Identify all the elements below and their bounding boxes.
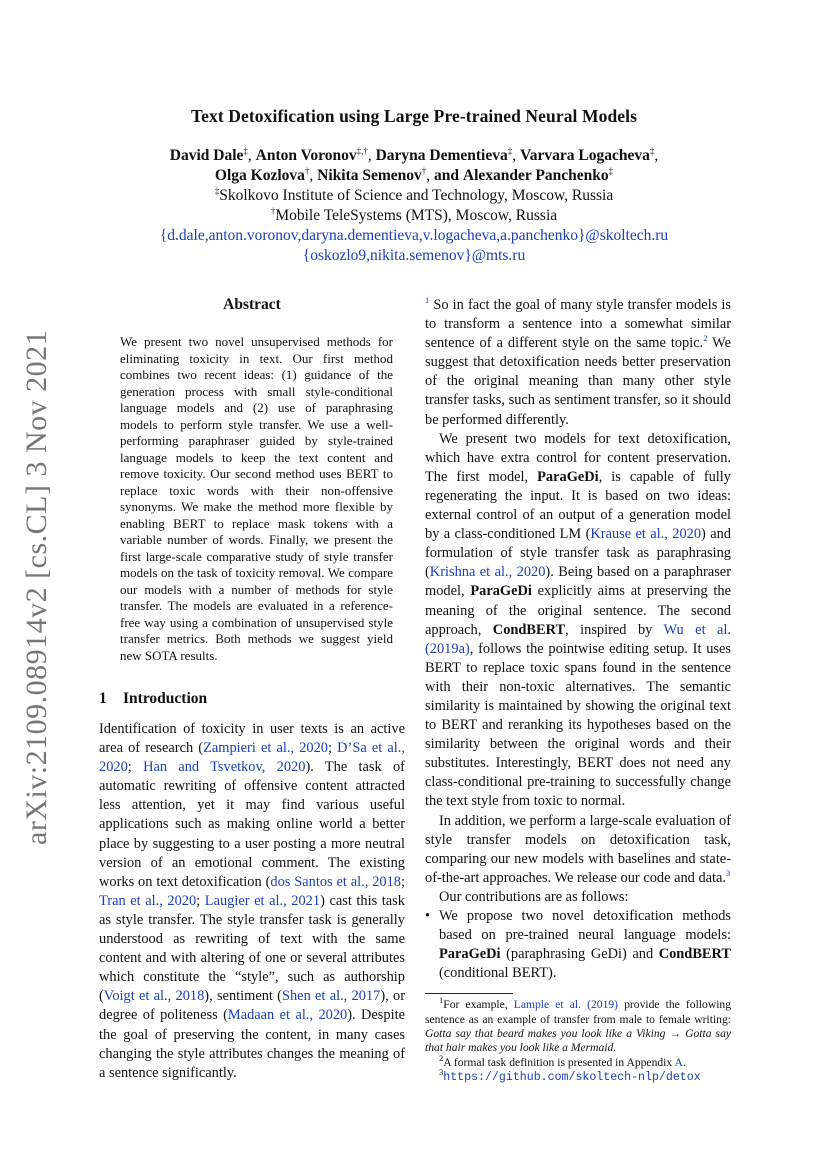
example-sentence: Gotta say that hair makes you look like a Mermaid. xyxy=(425,1026,732,1055)
author-name: Varvara Logacheva xyxy=(519,147,650,164)
intro-paragraph-3 xyxy=(425,812,731,888)
affiliation-2 xyxy=(0,206,828,226)
affil-text: Skolkovo Institute of Science and Technology, Moscow, Russia xyxy=(219,187,614,204)
text-span: ) cast this task as style transfer. The style transfer task is generally understood as rewriting of text with the same content and with altering of one or several attributes which constitute the “style”, such as authorship ( xyxy=(99,892,405,1005)
text-span: ). Being based on a paraphraser model, xyxy=(425,564,731,600)
text-span: ). Despite the goal of preserving the content, in many cases changing the style attributes changes the meaning of a sentence significantly. xyxy=(99,1007,405,1081)
citation-link[interactable]: Lample et al. (2019) xyxy=(513,998,619,1012)
abstract-text: We present two novel unsupervised methods for eliminating toxicity in text. Our first method combines two recent ideas: (1) guidance of the generation process with small style-conditional language models and (2) use of paraphrasing models to perform style transfer. We use a well-performing paraphraser guided by style-trained language models to keep the text content and remove toxicity. Our second method uses BERT to replace toxic words with their non-offensive synonyms. We make the method more flexible by enabling BERT to replace mask tokens with a variable number of words. Finally, we present the first large-scale comparative study of style transfer models on the task of toxicity removal. We compare our models with a number of methods for style transfer. The models are evaluated in a reference-free way using a combination of unsupervised style transfer metrics. Both methods we suggest yield new SOTA results. xyxy=(120,334,393,663)
text-span: ; xyxy=(328,740,338,757)
bullet-dot: • xyxy=(425,908,431,924)
text-span: , follows the pointwise editing setup. It uses BERT to replace toxic spans found in the sentence with their non-toxic alternatives. The semantic similarity is maintained by showing the original text to BERT and reranking its hypotheses based on the similarity between the original words and their substitutes. Interestingly, BERT does not need any class-conditional pre-training to successfully change the text style from toxic to normal. xyxy=(425,640,731,810)
citation-link[interactable]: Krishna et al., 2020 xyxy=(429,564,546,581)
citation-link[interactable]: Voigt et al., 2018 xyxy=(103,988,205,1005)
affil-mark: † xyxy=(270,205,276,216)
abstract-heading: Abstract xyxy=(223,296,281,313)
footnote-ref[interactable]: 1 xyxy=(425,295,430,306)
intro-paragraph-2 xyxy=(425,430,731,812)
contribution-bullet-1 xyxy=(425,907,731,983)
footnote-1 xyxy=(425,995,732,1055)
text-span: For example, xyxy=(443,998,514,1012)
footnote-divider xyxy=(425,993,513,994)
model-name: CondBERT xyxy=(658,946,731,963)
intro-paragraph-1 xyxy=(99,720,405,1083)
text-span: ), sentiment ( xyxy=(204,988,282,1005)
model-name: ParaGeDi xyxy=(439,946,501,963)
section-number: 1 xyxy=(99,690,107,707)
affiliation-1 xyxy=(0,186,828,206)
citation-link[interactable]: dos Santos et al., 2018 xyxy=(270,873,402,890)
code-url-link[interactable]: https://github.com/skoltech-nlp/detox xyxy=(443,1070,701,1084)
citation-link[interactable]: Shen et al., 2017 xyxy=(281,988,381,1005)
footnote-number: 3 xyxy=(439,1067,444,1077)
model-name: CondBERT xyxy=(492,621,566,638)
text-span: ; xyxy=(401,873,406,890)
author-affil-mark: † xyxy=(304,165,310,176)
text-span: Identification of toxicity in user texts is an active area of research ( xyxy=(99,721,405,757)
author-affil-mark: ‡ xyxy=(507,145,513,156)
email-line-1[interactable]: {d.dale,anton.voronov,daryna.dementieva,v.logacheva,a.panchenko}@skoltech.ru xyxy=(159,227,669,244)
citation-link[interactable]: Zampieri et al., 2020 xyxy=(203,740,329,757)
arxiv-stamp: arXiv:2109.08914v2 [cs.CL] 3 Nov 2021 xyxy=(20,329,53,845)
text-span: In addition, we perform a large-scale evaluation of style transfer models on detoxification task, comparing our new models with baselines and state-of-the-art approaches. We release our code and data. xyxy=(425,812,731,886)
author-name: Daryna Dementieva xyxy=(375,147,508,164)
text-span: ) and formulation of style transfer task as paraphrasing ( xyxy=(425,526,731,581)
footnote-number: 1 xyxy=(439,995,444,1006)
author-block xyxy=(0,146,828,266)
model-name: ParaGeDi xyxy=(537,468,599,485)
text-span: We present two models for text detoxification, which have extra control for content preservation. The first model, xyxy=(425,430,731,485)
author-name: Anton Voronov xyxy=(255,147,357,164)
text-span: We suggest that detoxification needs better preservation of the original meaning than many other style transfer tasks, such as sentiment transfer, so it should be performed differently. xyxy=(425,335,731,428)
author-affil-mark: † xyxy=(421,165,427,176)
author-line-1: David Dale‡, Anton Voronov‡,†, Daryna Dementieva‡, Varvara Logacheva‡, xyxy=(169,145,659,164)
citation-link[interactable]: Madaan et al., 2020 xyxy=(227,1007,348,1024)
section-title: Introduction xyxy=(123,690,208,707)
author-affil-mark: ‡ xyxy=(608,165,614,176)
appendix-link[interactable]: A xyxy=(674,1055,683,1069)
section-heading-introduction xyxy=(99,690,405,712)
footnote-ref[interactable]: 2 xyxy=(703,333,708,344)
text-span: explicitly aims at preserving the meaning of the original sentence. The second approach, xyxy=(425,583,731,638)
paper-title: Text Detoxification using Large Pre-trained Neural Models xyxy=(190,106,638,126)
author-name: Nikita Semenov xyxy=(317,167,422,184)
model-name: ParaGeDi xyxy=(470,583,532,600)
text-span: We propose two novel detoxification methods based on pre-trained neural language models: xyxy=(439,908,731,944)
intro-paragraph-1-continued xyxy=(425,296,731,430)
footnote-number: 2 xyxy=(439,1052,444,1063)
text-span: (paraphrasing GeDi) and xyxy=(500,946,659,963)
text-span: . xyxy=(682,1055,686,1069)
citation-link[interactable]: Krause et al., 2020 xyxy=(590,526,702,543)
footnote-2 xyxy=(425,1052,731,1070)
affil-text: Mobile TeleSystems (MTS), Moscow, Russia xyxy=(275,207,558,224)
text-span: (conditional BERT). xyxy=(439,965,557,982)
author-affil-mark: ‡ xyxy=(243,145,248,156)
author-name: Alexander Panchenko xyxy=(462,167,609,184)
footnote-ref[interactable]: 3 xyxy=(726,868,731,879)
text-span: A formal task definition is presented in Appendix xyxy=(443,1055,675,1069)
text-span: ), or degree of politeness ( xyxy=(99,988,405,1024)
text-span: ; xyxy=(127,759,144,776)
text-span: ). The task of automatic rewriting of offensive content attracted less attention, yet it may find various useful applications such as making online world a better place by suggesting to a user posting a more neutral version of an emotional comment. The existing works on text detoxification ( xyxy=(99,759,405,890)
author-line-2: Olga Kozlova†, Nikita Semenov†, and Alexander Panchenko‡ xyxy=(214,165,614,184)
text-span: provide the following sentence as an example of transfer from male to female writing: xyxy=(425,998,732,1026)
left-column xyxy=(99,296,405,1083)
arrow-glyph: → xyxy=(665,1026,686,1040)
author-affil-mark: ‡,† xyxy=(356,145,368,156)
citation-link[interactable]: Laugier et al., 2021 xyxy=(204,892,321,909)
citation-link[interactable]: D’Sa et al., 2020 xyxy=(99,740,405,776)
citation-link[interactable]: Wu et al. (2019a) xyxy=(425,621,732,657)
text-span: , inspired by xyxy=(565,621,664,638)
example-sentence: Gotta say that beard makes you look like a Viking xyxy=(425,1026,666,1040)
author-affil-mark: ‡ xyxy=(649,145,655,156)
citation-link[interactable]: Tran et al., 2020 xyxy=(99,892,197,909)
author-name: Olga Kozlova xyxy=(214,167,305,184)
author-name: David Dale xyxy=(169,147,244,164)
text-span: So in fact the goal of many style transfer models is to transform a sentence into a somewhat similar sentence of a different style on the same topic. xyxy=(425,297,731,352)
text-span: , is capable of fully regenerating the input. It is based on two ideas: external control of an output of a generation model by a class-conditioned LM ( xyxy=(425,468,731,543)
citation-link[interactable]: Han and Tsvetkov, 2020 xyxy=(143,759,306,776)
text-span: ; xyxy=(196,892,205,909)
contributions-intro: Our contributions are as follows: xyxy=(439,888,629,905)
author-conjunction: and xyxy=(434,167,460,184)
email-line-2[interactable]: {oskozlo9,nikita.semenov}@mts.ru xyxy=(302,247,526,264)
right-column xyxy=(425,296,731,1085)
affil-mark: ‡ xyxy=(214,185,220,196)
footnote-3 xyxy=(425,1067,731,1085)
